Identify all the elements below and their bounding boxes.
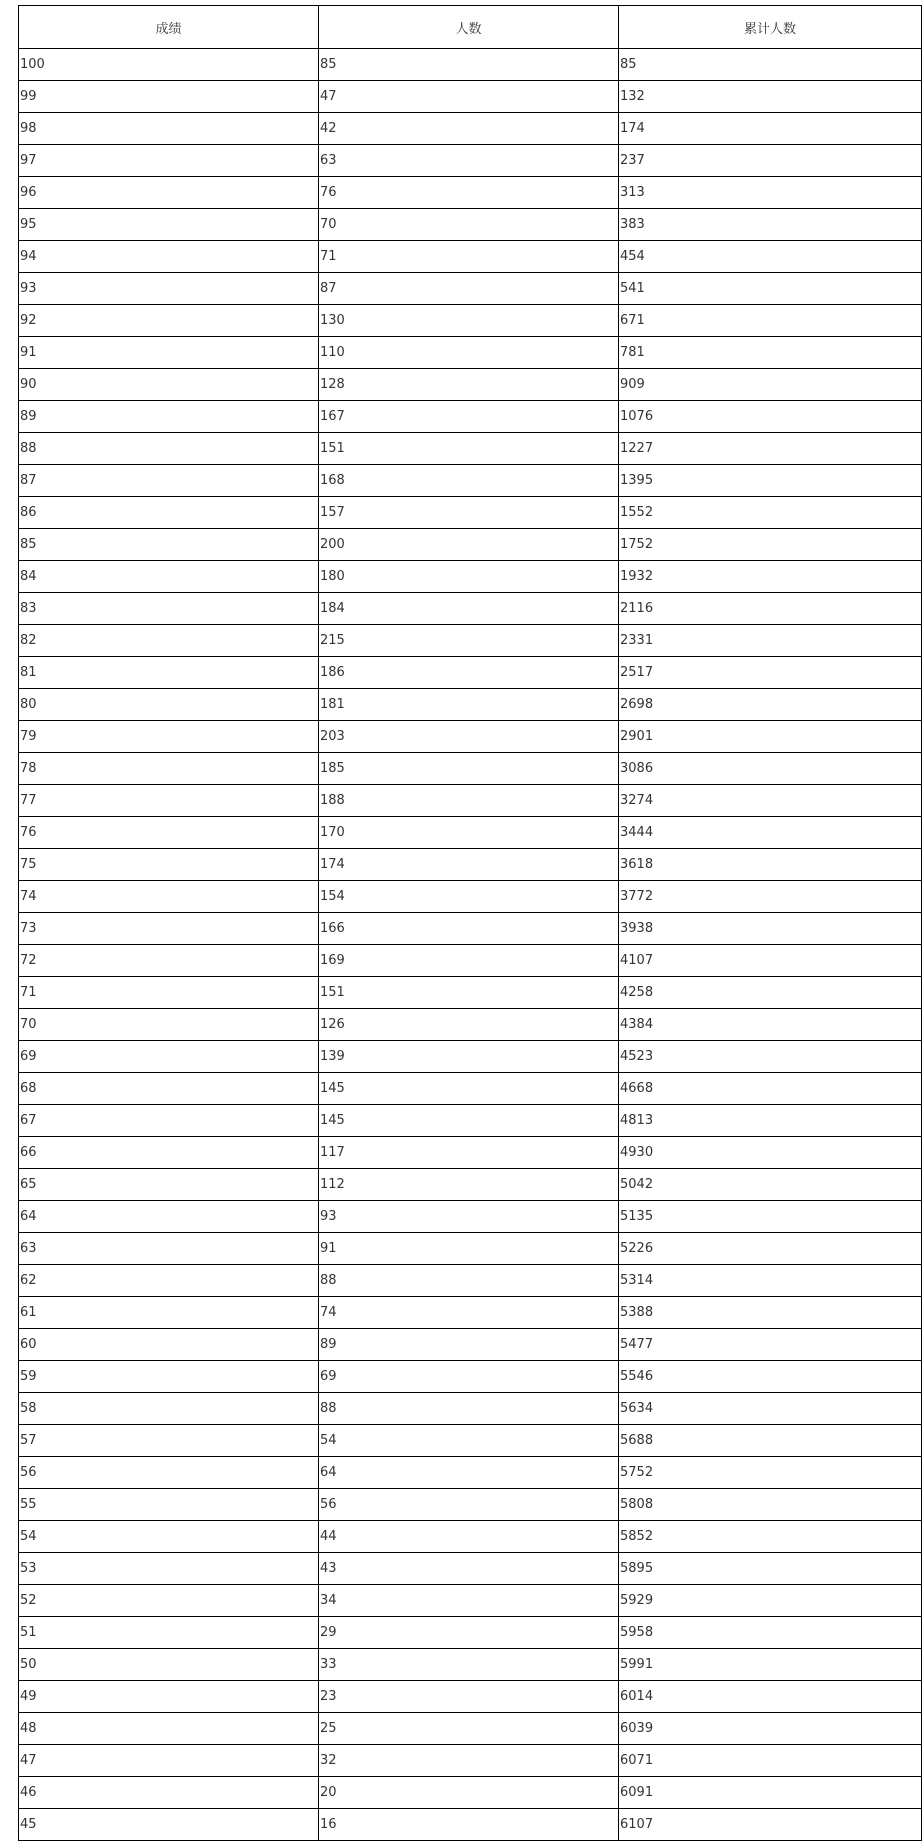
cell-score: 81 [19,657,319,689]
table-row [19,1425,922,1457]
table-row [19,241,922,273]
cell-score: 71 [19,977,319,1009]
cell-score: 73 [19,913,319,945]
cell-cumulative-count: 1752 [619,529,922,561]
table-row [19,849,922,881]
cell-cumulative-count: 237 [619,145,922,177]
cell-cumulative-count: 5135 [619,1201,922,1233]
cell-cumulative-count: 313 [619,177,922,209]
cell-score: 98 [19,113,319,145]
cell-count: 69 [319,1361,619,1393]
header-row [19,6,922,49]
table-row [19,817,922,849]
cell-score: 90 [19,369,319,401]
cell-cumulative-count: 4668 [619,1073,922,1105]
table-row [19,465,922,497]
table-row [19,1105,922,1137]
table-row [19,1041,922,1073]
cell-score: 69 [19,1041,319,1073]
cell-score: 46 [19,1777,319,1809]
cell-score: 75 [19,849,319,881]
cell-score: 80 [19,689,319,721]
cell-score: 95 [19,209,319,241]
cell-score: 74 [19,881,319,913]
cell-score: 91 [19,337,319,369]
cell-score: 66 [19,1137,319,1169]
cell-count: 185 [319,753,619,785]
cell-score: 89 [19,401,319,433]
cell-cumulative-count: 5958 [619,1617,922,1649]
cell-count: 76 [319,177,619,209]
table-row [19,689,922,721]
table-row [19,177,922,209]
cell-cumulative-count: 1552 [619,497,922,529]
cell-count: 200 [319,529,619,561]
cell-cumulative-count: 6039 [619,1713,922,1745]
cell-cumulative-count: 4107 [619,945,922,977]
cell-count: 110 [319,337,619,369]
cell-cumulative-count: 1932 [619,561,922,593]
cell-cumulative-count: 6091 [619,1777,922,1809]
table-row [19,337,922,369]
cell-score: 45 [19,1809,319,1841]
cell-count: 170 [319,817,619,849]
table-row [19,721,922,753]
cell-score: 61 [19,1297,319,1329]
cell-cumulative-count: 5688 [619,1425,922,1457]
header-count: 人数 [319,6,619,49]
table-row [19,529,922,561]
cell-score: 58 [19,1393,319,1425]
cell-count: 34 [319,1585,619,1617]
cell-cumulative-count: 3274 [619,785,922,817]
cell-count: 64 [319,1457,619,1489]
cell-cumulative-count: 5895 [619,1553,922,1585]
cell-cumulative-count: 1076 [619,401,922,433]
cell-cumulative-count: 2901 [619,721,922,753]
table-row [19,1585,922,1617]
cell-count: 25 [319,1713,619,1745]
cell-count: 186 [319,657,619,689]
cell-count: 145 [319,1105,619,1137]
cell-count: 56 [319,1489,619,1521]
table-row [19,113,922,145]
table-row [19,1233,922,1265]
cell-cumulative-count: 5752 [619,1457,922,1489]
cell-count: 63 [319,145,619,177]
cell-score: 52 [19,1585,319,1617]
table-row [19,785,922,817]
cell-score: 60 [19,1329,319,1361]
table-header [19,6,922,49]
table-row [19,273,922,305]
cell-count: 71 [319,241,619,273]
cell-cumulative-count: 454 [619,241,922,273]
table-row [19,1553,922,1585]
cell-count: 203 [319,721,619,753]
cell-count: 87 [319,273,619,305]
cell-score: 84 [19,561,319,593]
table-row [19,1745,922,1777]
cell-cumulative-count: 5929 [619,1585,922,1617]
table-row [19,593,922,625]
table-row [19,977,922,1009]
cell-score: 86 [19,497,319,529]
table-row [19,1457,922,1489]
cell-count: 184 [319,593,619,625]
cell-score: 65 [19,1169,319,1201]
cell-count: 23 [319,1681,619,1713]
cell-score: 99 [19,81,319,113]
cell-cumulative-count: 2331 [619,625,922,657]
table-row [19,49,922,81]
table-row [19,1329,922,1361]
cell-cumulative-count: 132 [619,81,922,113]
cell-score: 87 [19,465,319,497]
cell-score: 47 [19,1745,319,1777]
cell-cumulative-count: 5226 [619,1233,922,1265]
cell-count: 130 [319,305,619,337]
cell-score: 82 [19,625,319,657]
cell-count: 166 [319,913,619,945]
table-row [19,1073,922,1105]
cell-score: 67 [19,1105,319,1137]
cell-cumulative-count: 5634 [619,1393,922,1425]
cell-cumulative-count: 5477 [619,1329,922,1361]
cell-cumulative-count: 5042 [619,1169,922,1201]
cell-count: 20 [319,1777,619,1809]
cell-score: 51 [19,1617,319,1649]
cell-count: 93 [319,1201,619,1233]
cell-score: 53 [19,1553,319,1585]
cell-score: 57 [19,1425,319,1457]
cell-count: 42 [319,113,619,145]
table-row [19,561,922,593]
table-row [19,209,922,241]
cell-cumulative-count: 3938 [619,913,922,945]
cell-score: 54 [19,1521,319,1553]
table-row [19,1361,922,1393]
cell-score: 72 [19,945,319,977]
cell-count: 85 [319,49,619,81]
table-row [19,625,922,657]
cell-score: 68 [19,1073,319,1105]
cell-cumulative-count: 4384 [619,1009,922,1041]
cell-cumulative-count: 3444 [619,817,922,849]
cell-count: 88 [319,1393,619,1425]
cell-cumulative-count: 909 [619,369,922,401]
cell-score: 63 [19,1233,319,1265]
cell-cumulative-count: 6071 [619,1745,922,1777]
cell-score: 83 [19,593,319,625]
cell-cumulative-count: 5546 [619,1361,922,1393]
cell-count: 89 [319,1329,619,1361]
table-row [19,1681,922,1713]
header-score: 成绩 [19,6,319,49]
table-row [19,145,922,177]
cell-score: 79 [19,721,319,753]
cell-score: 49 [19,1681,319,1713]
table-row [19,1809,922,1841]
table-row [19,753,922,785]
header-cumulative-count: 累计人数 [619,6,922,49]
cell-count: 151 [319,433,619,465]
table-row [19,497,922,529]
cell-count: 215 [319,625,619,657]
cell-count: 74 [319,1297,619,1329]
cell-count: 43 [319,1553,619,1585]
cell-score: 93 [19,273,319,305]
cell-cumulative-count: 4258 [619,977,922,1009]
table-row [19,1713,922,1745]
table-row [19,881,922,913]
table-row [19,1169,922,1201]
table-row [19,1009,922,1041]
table-row [19,1137,922,1169]
cell-cumulative-count: 5388 [619,1297,922,1329]
cell-score: 88 [19,433,319,465]
cell-score: 55 [19,1489,319,1521]
table-row [19,1489,922,1521]
table-row [19,1521,922,1553]
table-row [19,1297,922,1329]
table-row [19,1393,922,1425]
table-row [19,305,922,337]
cell-count: 128 [319,369,619,401]
cell-score: 78 [19,753,319,785]
cell-cumulative-count: 2698 [619,689,922,721]
cell-cumulative-count: 4813 [619,1105,922,1137]
table-row [19,657,922,689]
cell-cumulative-count: 5808 [619,1489,922,1521]
cell-count: 167 [319,401,619,433]
cell-count: 168 [319,465,619,497]
cell-cumulative-count: 383 [619,209,922,241]
cell-score: 96 [19,177,319,209]
cell-cumulative-count: 781 [619,337,922,369]
cell-count: 33 [319,1649,619,1681]
cell-score: 77 [19,785,319,817]
cell-score: 64 [19,1201,319,1233]
cell-count: 154 [319,881,619,913]
cell-count: 126 [319,1009,619,1041]
cell-score: 50 [19,1649,319,1681]
cell-score: 94 [19,241,319,273]
table-row [19,1265,922,1297]
cell-count: 157 [319,497,619,529]
table-row [19,1649,922,1681]
cell-cumulative-count: 6107 [619,1809,922,1841]
cell-cumulative-count: 174 [619,113,922,145]
cell-score: 92 [19,305,319,337]
cell-count: 174 [319,849,619,881]
table-row [19,1201,922,1233]
table-row [19,1617,922,1649]
cell-count: 44 [319,1521,619,1553]
cell-count: 16 [319,1809,619,1841]
score-distribution-table [18,5,922,1841]
cell-cumulative-count: 4930 [619,1137,922,1169]
cell-count: 139 [319,1041,619,1073]
cell-count: 91 [319,1233,619,1265]
cell-cumulative-count: 3618 [619,849,922,881]
table-row [19,1777,922,1809]
cell-count: 112 [319,1169,619,1201]
cell-cumulative-count: 671 [619,305,922,337]
cell-score: 85 [19,529,319,561]
table-row [19,913,922,945]
table-row [19,433,922,465]
table-row [19,401,922,433]
cell-count: 188 [319,785,619,817]
table-row [19,81,922,113]
table-row [19,369,922,401]
cell-score: 76 [19,817,319,849]
cell-count: 47 [319,81,619,113]
cell-count: 32 [319,1745,619,1777]
cell-count: 169 [319,945,619,977]
table-row [19,945,922,977]
cell-cumulative-count: 3772 [619,881,922,913]
cell-score: 97 [19,145,319,177]
cell-cumulative-count: 3086 [619,753,922,785]
cell-count: 117 [319,1137,619,1169]
cell-cumulative-count: 5852 [619,1521,922,1553]
cell-count: 151 [319,977,619,1009]
cell-count: 145 [319,1073,619,1105]
cell-cumulative-count: 85 [619,49,922,81]
cell-count: 88 [319,1265,619,1297]
cell-cumulative-count: 5314 [619,1265,922,1297]
cell-count: 181 [319,689,619,721]
cell-count: 54 [319,1425,619,1457]
cell-cumulative-count: 2116 [619,593,922,625]
cell-cumulative-count: 1227 [619,433,922,465]
cell-cumulative-count: 2517 [619,657,922,689]
cell-cumulative-count: 5991 [619,1649,922,1681]
cell-count: 180 [319,561,619,593]
cell-score: 70 [19,1009,319,1041]
cell-count: 70 [319,209,619,241]
cell-score: 48 [19,1713,319,1745]
cell-cumulative-count: 1395 [619,465,922,497]
cell-score: 59 [19,1361,319,1393]
cell-score: 100 [19,49,319,81]
cell-score: 62 [19,1265,319,1297]
cell-count: 29 [319,1617,619,1649]
table-body [19,49,922,1841]
cell-cumulative-count: 6014 [619,1681,922,1713]
cell-cumulative-count: 4523 [619,1041,922,1073]
cell-cumulative-count: 541 [619,273,922,305]
cell-score: 56 [19,1457,319,1489]
